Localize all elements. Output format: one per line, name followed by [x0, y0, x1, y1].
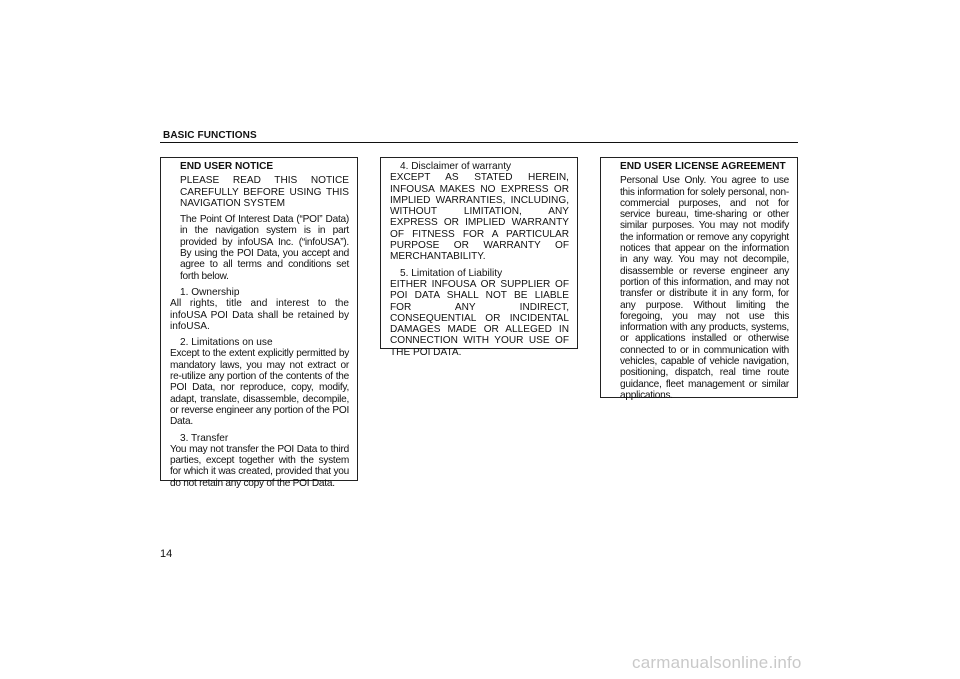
limitations-section: [170, 337, 349, 427]
transfer-heading: 3. Transfer: [180, 432, 229, 444]
notice-intro: PLEASE READ THIS NOTICE CAREFULLY BEFORE USING THIS NAVIGATION SYSTEM: [180, 175, 349, 209]
transfer-body: You may not transfer the POI Data to third parties, except together with the system for which it was created, provided that you do not retain any copy of the POI Data.: [170, 443, 349, 489]
disclaimer-box: [380, 157, 578, 358]
license-body: Personal Use Only. You agree to use this information for solely personal, non-commercial purposes, and not for service bureau, time-sharing or other similar purposes. You may not modify the information or remove any copyright notices that appear on the information in any way. You may not decompile, disassemble or reverse engineer any portion of this information, and may not transfer or distribute it in any form, for any purpose. Without limiting the foregoing, you may not use this information with any products, systems, or applications installed or otherwise connected to or in communication with vehicles, capable of vehicle navigation, positioning, dispatch, real time route guidance, fleet management or similar applications.: [620, 175, 789, 401]
ownership-heading: 1. Ownership: [180, 286, 240, 298]
ownership-body: All rights, title and interest to the infoUSA POI Data shall be retained by infoUSA.: [170, 298, 349, 332]
header-divider: [160, 142, 798, 143]
disclaimer-body: EXCEPT AS STATED HEREIN, INFOUSA MAKES NO EXPRESS OR IMPLIED WARRANTIES, INCLUDING, WITHOUT LIMITATION, ANY EXPRESS OR IMPLIED WARRANTY OF FITNESS FOR A PARTICULAR PURPOSE OR WARRANTY OF MERCHANTABILITY.: [390, 172, 569, 263]
disclaimer-section: [390, 161, 569, 263]
transfer-section: [170, 433, 349, 489]
disclaimer-heading: 4. Disclaimer of warranty: [400, 161, 512, 172]
watermark: carmanualsonline.info: [632, 653, 802, 672]
ownership-section: [170, 287, 349, 332]
notice-title: END USER NOTICE: [180, 161, 274, 172]
liability-section: [390, 268, 569, 358]
end-user-notice-box: [160, 157, 358, 489]
liability-heading: 5. Limitation of Liability: [400, 267, 503, 279]
liability-body: EITHER INFOUSA OR SUPPLIER OF POI DATA SHALL NOT BE LIABLE FOR ANY INDIRECT, CONSEQUENTIAL OR INCIDENTAL DAMAGES MADE OR ALLEGED IN CONNECTION WITH YOUR USE OF THE POI DATA.: [390, 278, 569, 358]
limitations-body: Except to the extent explicitly permitted by mandatory laws, you may not extract or re-utilize any portion of the contents of the POI Data, nor reproduce, copy, modify, adapt, translate, disassemble, decompile, or reverse engineer any portion of the POI Data.: [170, 348, 349, 428]
notice-paragraph: The Point Of Interest Data (“POI” Data) in the navigation system is in part provided by infoUSA Inc. (“infoUSA”). By using the POI Data, you accept and agree to all terms and conditions set forth below.: [180, 214, 349, 282]
license-agreement-box: [600, 157, 798, 401]
limitations-heading: 2. Limitations on use: [180, 337, 273, 349]
page-number: 14: [160, 548, 173, 560]
section-header: BASIC FUNCTIONS: [163, 130, 257, 141]
license-title: END USER LICENSE AGREEMENT: [620, 161, 786, 172]
